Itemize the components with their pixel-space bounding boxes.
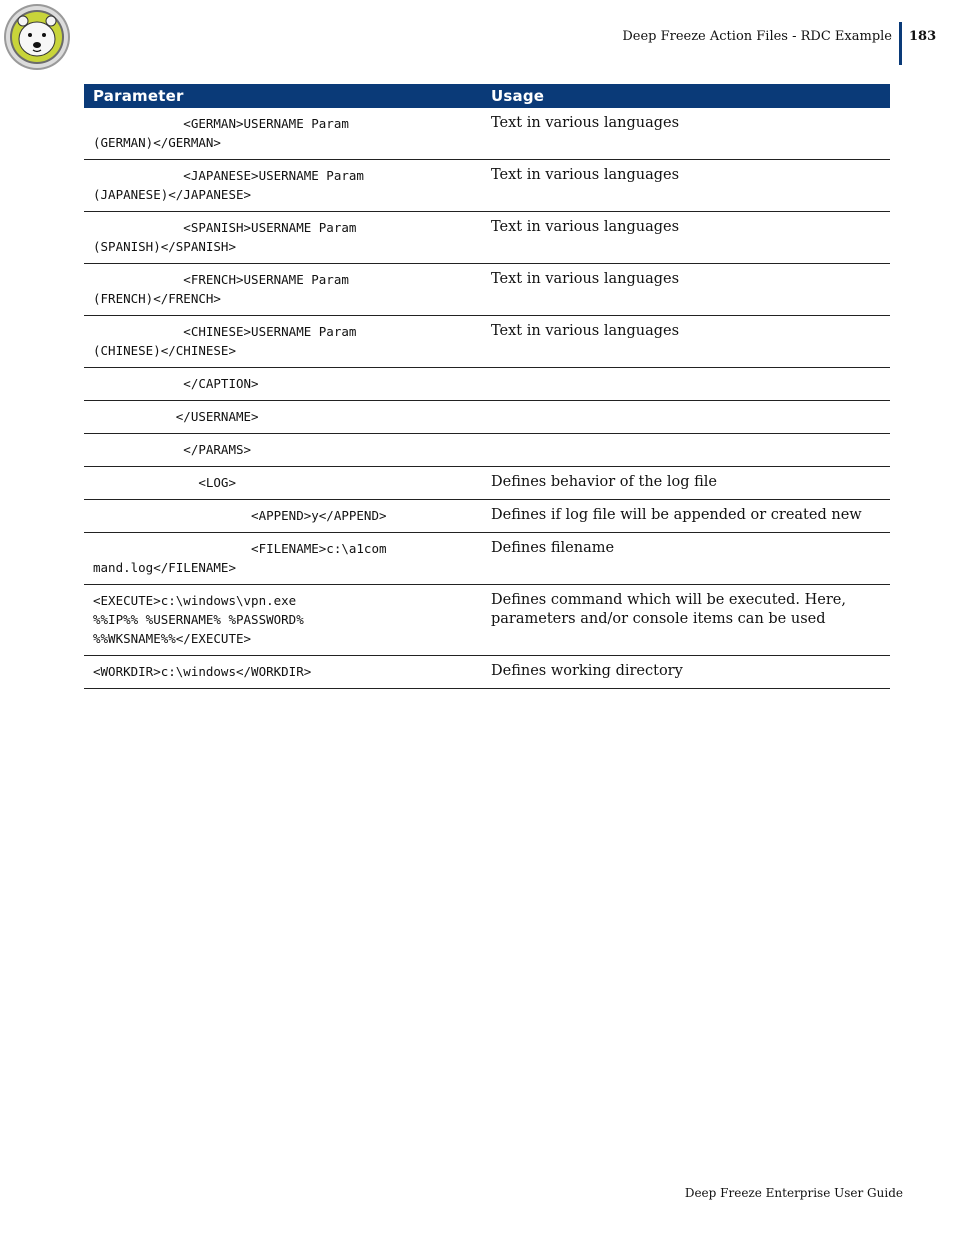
- parameter-cell: <WORKDIR>c:\windows</WORKDIR>: [84, 656, 482, 689]
- parameter-cell: <FRENCH>USERNAME Param (FRENCH)</FRENCH>: [84, 264, 482, 316]
- parameter-cell: </PARAMS>: [84, 434, 482, 467]
- parameter-cell: </USERNAME>: [84, 401, 482, 434]
- usage-cell: [482, 434, 890, 467]
- parameter-cell: <LOG>: [84, 467, 482, 500]
- table-row: [84, 316, 890, 368]
- usage-cell: Text in various languages: [482, 160, 890, 212]
- usage-cell: [482, 401, 890, 434]
- parameter-cell: <GERMAN>USERNAME Param (GERMAN)</GERMAN>: [84, 108, 482, 160]
- table-row: [84, 434, 890, 467]
- parameter-table: [84, 84, 890, 689]
- usage-cell: Text in various languages: [482, 212, 890, 264]
- usage-cell: Defines working directory: [482, 656, 890, 689]
- polar-bear-logo-icon: [3, 3, 71, 71]
- table-row: [84, 500, 890, 533]
- usage-cell: Defines behavior of the log file: [482, 467, 890, 500]
- table-row: [84, 533, 890, 585]
- header-divider: [899, 22, 902, 65]
- table-row: [84, 212, 890, 264]
- parameter-cell: <JAPANESE>USERNAME Param (JAPANESE)</JAPANESE>: [84, 160, 482, 212]
- table-row: [84, 401, 890, 434]
- parameter-cell: <FILENAME>c:\a1com mand.log</FILENAME>: [84, 533, 482, 585]
- table-row: [84, 264, 890, 316]
- usage-cell: Text in various languages: [482, 316, 890, 368]
- table-row: [84, 585, 890, 656]
- usage-cell: Defines if log file will be appended or created new: [482, 500, 890, 533]
- parameter-cell: </CAPTION>: [84, 368, 482, 401]
- parameter-cell: <APPEND>y</APPEND>: [84, 500, 482, 533]
- page-footer: Deep Freeze Enterprise User Guide: [684, 1186, 903, 1200]
- column-header-usage: Usage: [482, 84, 890, 108]
- parameter-cell: <CHINESE>USERNAME Param (CHINESE)</CHINESE>: [84, 316, 482, 368]
- usage-cell: Defines command which will be executed. Here, parameters and/or console items can be used: [482, 585, 890, 656]
- table-header-row: [84, 84, 890, 108]
- usage-cell: Defines filename: [482, 533, 890, 585]
- usage-cell: Text in various languages: [482, 108, 890, 160]
- table-row: [84, 656, 890, 689]
- table-row: [84, 368, 890, 401]
- page-number: 183: [909, 29, 937, 44]
- usage-cell: Text in various languages: [482, 264, 890, 316]
- parameter-cell: <EXECUTE>c:\windows\vpn.exe %%IP%% %USERNAME% %PASSWORD% %%WKSNAME%%</EXECUTE>: [84, 585, 482, 656]
- table-row: [84, 108, 890, 160]
- table-row: [84, 467, 890, 500]
- column-header-parameter: Parameter: [84, 84, 482, 108]
- parameter-cell: <SPANISH>USERNAME Param (SPANISH)</SPANISH>: [84, 212, 482, 264]
- page-header-title: Deep Freeze Action Files - RDC Example: [622, 29, 892, 44]
- table-row: [84, 160, 890, 212]
- usage-cell: [482, 368, 890, 401]
